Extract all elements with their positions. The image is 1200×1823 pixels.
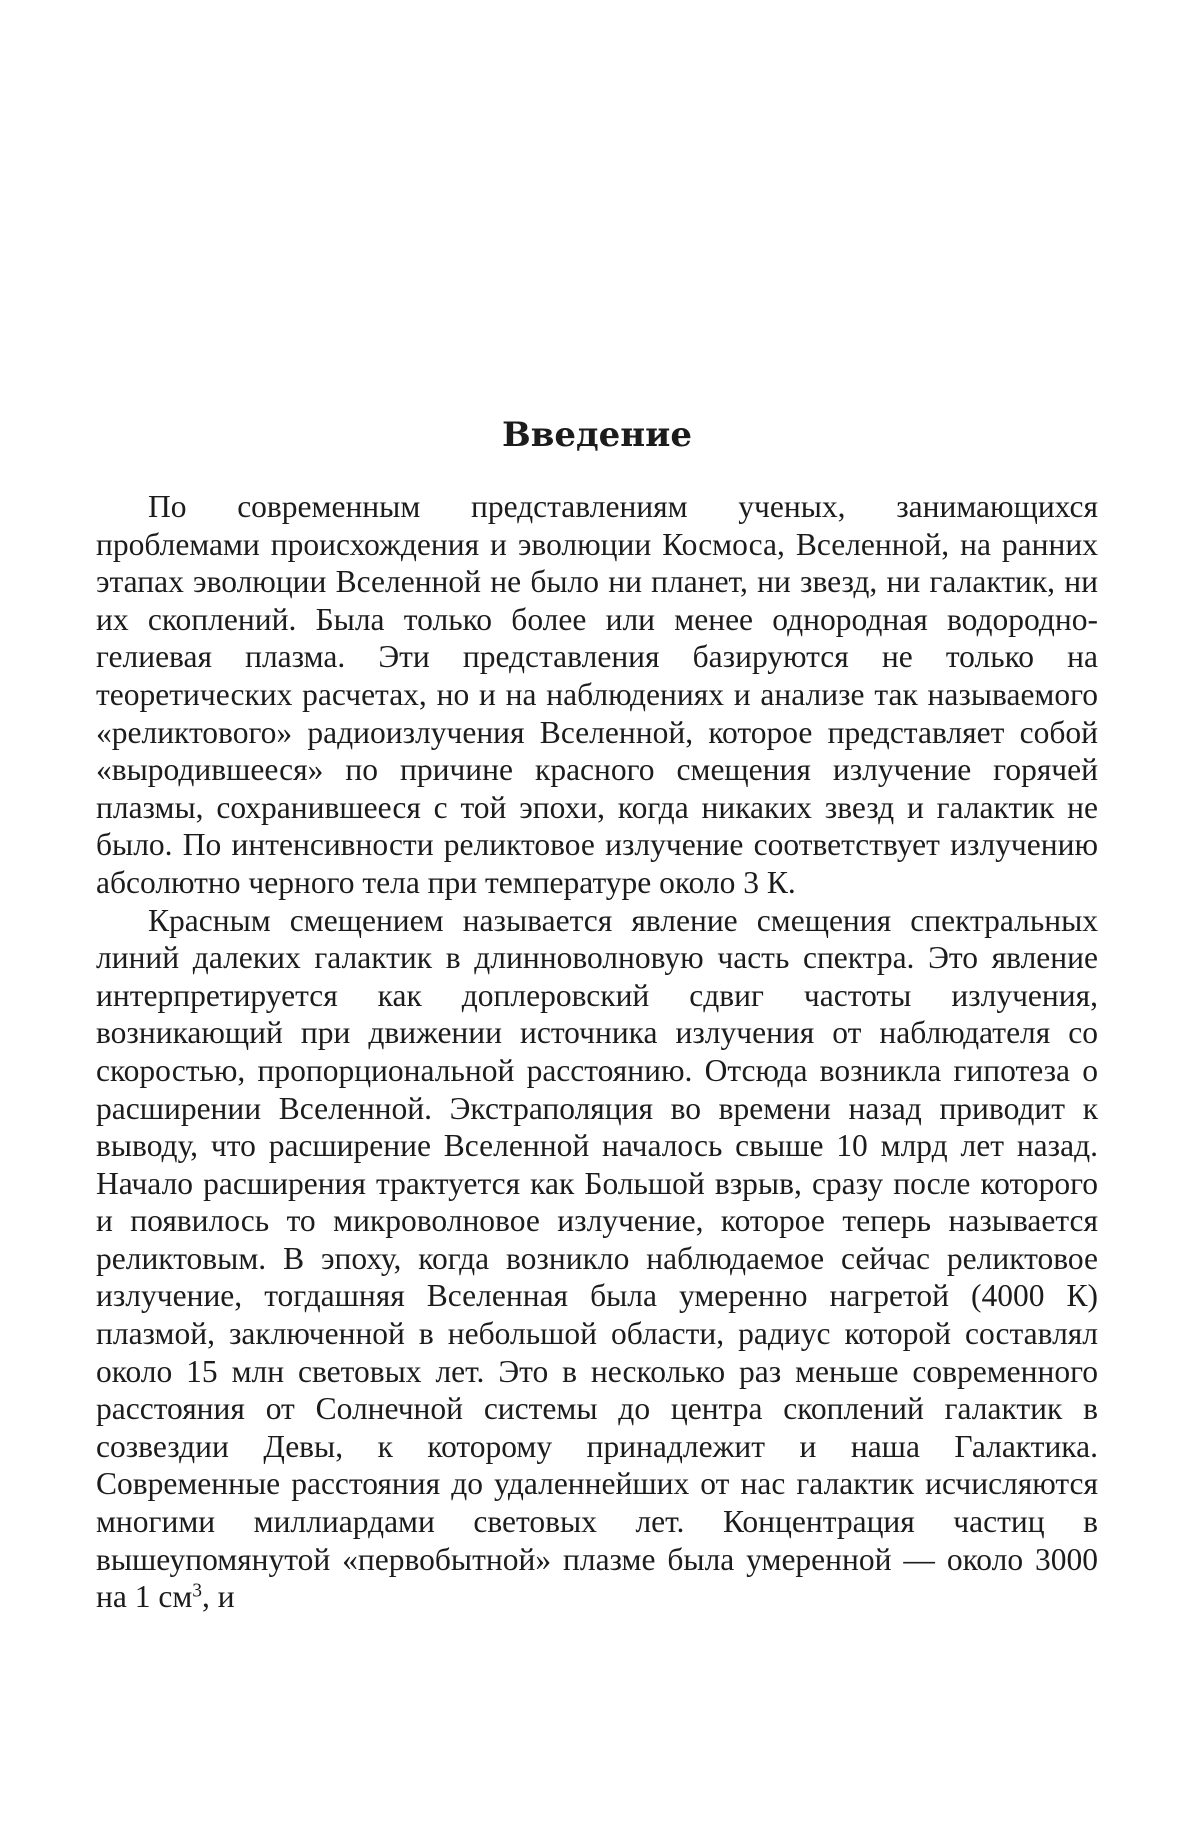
paragraph-2-tail: , и (202, 1579, 235, 1615)
section-heading: Введение (501, 415, 693, 455)
paragraph-2 (96, 902, 1098, 1616)
body-text (96, 488, 1098, 1616)
paragraph-1-text: По современным представлениям ученых, занимающихся проблемами происхождения и эволюции Космоса, Вселенной, на ранних этапах эволюции Вселенной не было ни планет, ни звезд, ни галактик, ни их скоплений. Была только более или менее однородная водородно-гелиевая плазма. Эти представления базируются не только на теоретических расчетах, но и на наблюдениях и анализе так называемого «реликтового» радиоизлучения Вселенной, которое представляет собой «выродившееся» по причине красного смещения излучение горячей плазмы, сохранившееся с той эпохи, когда никаких звезд и галактик не было. По интенсивности реликтовое излучение соответствует излучению абсолютно черного тела при температуре около 3 К. (96, 489, 1098, 900)
paragraph-2-text: Красным смещением называется явление смещения спектральных линий далеких галактик в длинноволновую часть спектра. Это явление интерпретируется как доплеровский сдвиг частоты излучения, возникающий при движении источника излучения от наблюдателя со скоростью, пропорциональной расстоянию. Отсюда возникла гипотеза о расширении Вселенной. Экстраполяция во времени назад приводит к выводу, что расширение Вселенной началось свыше 10 млрд лет назад. Начало расширения трактуется как Большой взрыв, сразу после которого и появилось то микроволновое излучение, которое теперь называется реликтовым. В эпоху, когда возникло наблюдаемое сейчас реликтовое излучение, тогдашняя Вселенная была умеренно нагретой (4000 К) плазмой, заключенной в небольшой области, радиус которой составлял около 15 млн световых лет. Это в несколько раз меньше современного расстояния от Солнечной системы до центра скоплений галактик в созвездии Девы, к которому принадлежит и наша Галактика. Современные расстояния до удаленнейших от нас галактик исчисляются многими миллиардами световых лет. Концентрация частиц в вышеупомянутой «первобытной» плазме была умеренной — около 3000 на 1 см (96, 902, 1098, 1615)
paragraph-1 (96, 488, 1098, 902)
superscript-exponent: 3 (192, 1580, 203, 1602)
document-page (96, 0, 1098, 1823)
